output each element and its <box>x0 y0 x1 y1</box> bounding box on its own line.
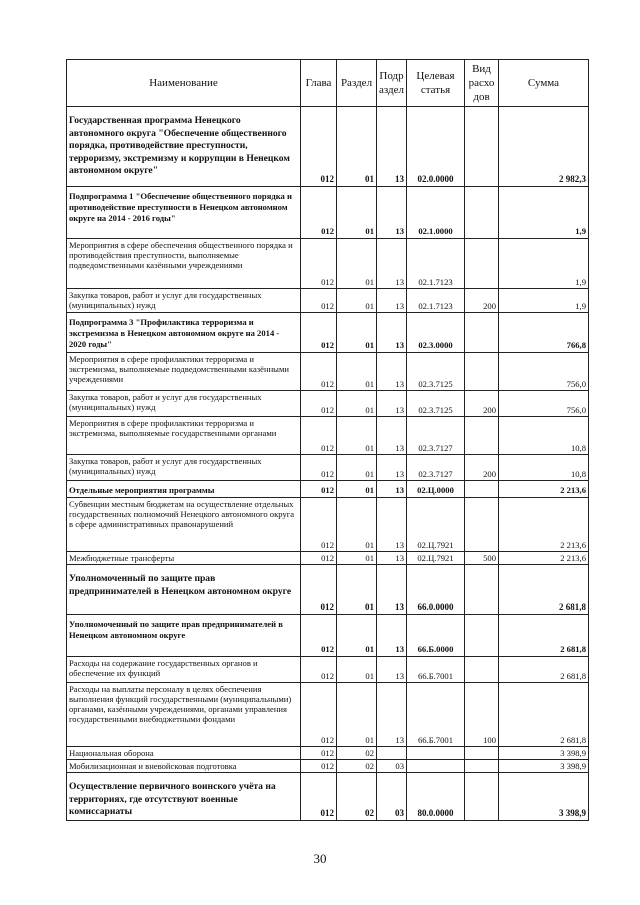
row-subsection: 13 <box>377 565 407 615</box>
header-expense-type: Вид расхо дов <box>465 60 499 107</box>
table-row <box>67 107 589 187</box>
row-amount: 756,0 <box>499 353 589 391</box>
row-type <box>465 417 499 455</box>
row-section: 01 <box>337 455 377 481</box>
row-subsection: 13 <box>377 391 407 417</box>
row-type: 200 <box>465 289 499 313</box>
row-target: 02.Ц.0000 <box>407 481 465 498</box>
row-amount: 2 681,8 <box>499 657 589 683</box>
row-amount: 1,9 <box>499 239 589 289</box>
row-section: 01 <box>337 481 377 498</box>
row-target: 02.0.0000 <box>407 107 465 187</box>
row-subsection: 13 <box>377 657 407 683</box>
table-row <box>67 187 589 239</box>
table-row <box>67 239 589 289</box>
page-number: 30 <box>313 851 327 866</box>
table-row <box>67 773 589 821</box>
row-type <box>465 773 499 821</box>
row-section: 01 <box>337 683 377 747</box>
row-name: Расходы на выплаты персоналу в целях обеспечения выполнения функций государственными (муниципальными) органами, казёнными учреждениями, органами управления государственными внебюджетными фондами <box>67 683 301 747</box>
row-chapter: 012 <box>301 615 337 657</box>
table-row <box>67 657 589 683</box>
row-chapter: 012 <box>301 481 337 498</box>
row-section: 01 <box>337 391 377 417</box>
row-section: 01 <box>337 498 377 552</box>
row-type <box>465 747 499 760</box>
row-target: 66.Б.7001 <box>407 657 465 683</box>
row-amount: 2 681,8 <box>499 615 589 657</box>
row-target: 02.1.0000 <box>407 187 465 239</box>
row-type: 100 <box>465 683 499 747</box>
row-section: 01 <box>337 552 377 565</box>
row-target <box>407 760 465 773</box>
row-type <box>465 481 499 498</box>
table-row <box>67 747 589 760</box>
row-subsection: 13 <box>377 187 407 239</box>
row-amount: 3 398,9 <box>499 773 589 821</box>
row-section: 01 <box>337 239 377 289</box>
row-subsection: 13 <box>377 353 407 391</box>
row-target: 02.1.7123 <box>407 289 465 313</box>
row-subsection: 13 <box>377 313 407 353</box>
table-row <box>67 498 589 552</box>
row-amount: 1,9 <box>499 187 589 239</box>
row-name: Межбюджетные трансферты <box>67 552 301 565</box>
table-row <box>67 683 589 747</box>
table-row <box>67 391 589 417</box>
row-chapter: 012 <box>301 760 337 773</box>
row-name: Субвенции местным бюджетам на осуществление отдельных государственных полномочий Ненецкого автономного округа в сфере административных правонарушений <box>67 498 301 552</box>
row-amount: 2 213,6 <box>499 552 589 565</box>
row-type <box>465 187 499 239</box>
row-subsection: 13 <box>377 455 407 481</box>
header-name: Наименование <box>67 60 301 107</box>
row-amount: 2 982,3 <box>499 107 589 187</box>
row-name: Мероприятия в сфере профилактики терроризма и экстремизма, выполняемые подведомственными казёнными учреждениями <box>67 353 301 391</box>
row-target: 02.3.7127 <box>407 417 465 455</box>
row-target: 02.1.7123 <box>407 239 465 289</box>
row-chapter: 012 <box>301 455 337 481</box>
row-subsection <box>377 747 407 760</box>
row-subsection: 13 <box>377 107 407 187</box>
row-name: Расходы на содержание государственных органов и обеспечение их функций <box>67 657 301 683</box>
row-chapter: 012 <box>301 239 337 289</box>
table-row <box>67 615 589 657</box>
row-subsection: 13 <box>377 417 407 455</box>
row-chapter: 012 <box>301 683 337 747</box>
row-chapter: 012 <box>301 289 337 313</box>
row-target <box>407 747 465 760</box>
row-type <box>465 657 499 683</box>
row-chapter: 012 <box>301 747 337 760</box>
row-amount: 2 681,8 <box>499 683 589 747</box>
row-name: Отдельные мероприятия программы <box>67 481 301 498</box>
row-name: Уполномоченный по защите прав предпринимателей в Ненецком автономном округе <box>67 615 301 657</box>
row-type <box>465 498 499 552</box>
row-section: 01 <box>337 615 377 657</box>
row-subsection: 13 <box>377 498 407 552</box>
row-type <box>465 760 499 773</box>
row-amount: 2 213,6 <box>499 481 589 498</box>
row-target: 02.3.7127 <box>407 455 465 481</box>
row-subsection: 13 <box>377 683 407 747</box>
row-name: Подпрограмма 1 "Обеспечение общественного порядка и противодействие преступности в Ненецком автономном округе на 2014 - 2016 годы" <box>67 187 301 239</box>
row-chapter: 012 <box>301 657 337 683</box>
row-name: Осуществление первичного воинского учёта на территориях, где отсутствуют военные комиссариаты <box>67 773 301 821</box>
row-amount: 2 681,8 <box>499 565 589 615</box>
row-section: 01 <box>337 187 377 239</box>
row-type <box>465 565 499 615</box>
row-amount: 756,0 <box>499 391 589 417</box>
row-section: 02 <box>337 747 377 760</box>
row-amount: 3 398,9 <box>499 760 589 773</box>
table-row <box>67 417 589 455</box>
row-chapter: 012 <box>301 353 337 391</box>
row-subsection: 03 <box>377 773 407 821</box>
row-target: 02.Ц.7921 <box>407 552 465 565</box>
row-amount: 766,8 <box>499 313 589 353</box>
header-amount: Сумма <box>499 60 589 107</box>
table-row <box>67 313 589 353</box>
row-amount: 1,9 <box>499 289 589 313</box>
header-target: Целевая статья <box>407 60 465 107</box>
row-amount: 10,8 <box>499 417 589 455</box>
row-target: 66.Б.0000 <box>407 615 465 657</box>
row-subsection: 13 <box>377 481 407 498</box>
row-section: 01 <box>337 353 377 391</box>
row-target: 66.Б.7001 <box>407 683 465 747</box>
row-name: Закупка товаров, работ и услуг для государственных (муниципальных) нужд <box>67 289 301 313</box>
row-amount: 2 213,6 <box>499 498 589 552</box>
row-section: 02 <box>337 760 377 773</box>
table-row <box>67 552 589 565</box>
row-subsection: 03 <box>377 760 407 773</box>
row-subsection: 13 <box>377 289 407 313</box>
row-target: 02.3.0000 <box>407 313 465 353</box>
row-target: 02.3.7125 <box>407 391 465 417</box>
row-chapter: 012 <box>301 565 337 615</box>
row-name: Мероприятия в сфере обеспечения общественного порядка и противодействия преступности, выполняемые подведомственными казёнными учреждениями <box>67 239 301 289</box>
header-subsection: Подр аздел <box>377 60 407 107</box>
row-amount: 10,8 <box>499 455 589 481</box>
row-chapter: 012 <box>301 313 337 353</box>
table-body <box>67 107 589 821</box>
row-chapter: 012 <box>301 773 337 821</box>
row-subsection: 13 <box>377 239 407 289</box>
row-type <box>465 313 499 353</box>
table-row <box>67 353 589 391</box>
row-name: Закупка товаров, работ и услуг для государственных (муниципальных) нужд <box>67 391 301 417</box>
row-chapter: 012 <box>301 552 337 565</box>
row-target: 80.0.0000 <box>407 773 465 821</box>
table-row <box>67 760 589 773</box>
row-amount: 3 398,9 <box>499 747 589 760</box>
row-section: 01 <box>337 313 377 353</box>
row-section: 01 <box>337 289 377 313</box>
table-row <box>67 481 589 498</box>
row-type <box>465 615 499 657</box>
row-type: 500 <box>465 552 499 565</box>
row-section: 01 <box>337 417 377 455</box>
row-section: 01 <box>337 107 377 187</box>
row-target: 02.3.7125 <box>407 353 465 391</box>
row-name: Национальная оборона <box>67 747 301 760</box>
row-subsection: 13 <box>377 552 407 565</box>
table-row <box>67 289 589 313</box>
header-chapter: Глава <box>301 60 337 107</box>
row-name: Закупка товаров, работ и услуг для государственных (муниципальных) нужд <box>67 455 301 481</box>
row-section: 01 <box>337 565 377 615</box>
row-chapter: 012 <box>301 417 337 455</box>
row-chapter: 012 <box>301 498 337 552</box>
table-row <box>67 455 589 481</box>
row-chapter: 012 <box>301 391 337 417</box>
table-row <box>67 565 589 615</box>
row-type <box>465 239 499 289</box>
row-name: Государственная программа Ненецкого автономного округа "Обеспечение общественного порядка, противодействие преступности, терроризму, экстремизму и коррупции в Ненецком автономном округе" <box>67 107 301 187</box>
row-name: Подпрограмма 3 "Профилактика терроризма и экстремизма в Ненецком автономном округе на 2014 - 2020 годы" <box>67 313 301 353</box>
row-chapter: 012 <box>301 187 337 239</box>
row-name: Мобилизационная и вневойсковая подготовка <box>67 760 301 773</box>
header-section: Раздел <box>337 60 377 107</box>
row-target: 02.Ц.7921 <box>407 498 465 552</box>
budget-table <box>66 59 589 821</box>
row-type: 200 <box>465 455 499 481</box>
row-type <box>465 107 499 187</box>
row-type: 200 <box>465 391 499 417</box>
table-header-row <box>67 60 589 107</box>
row-section: 02 <box>337 773 377 821</box>
row-chapter: 012 <box>301 107 337 187</box>
row-subsection: 13 <box>377 615 407 657</box>
row-target: 66.0.0000 <box>407 565 465 615</box>
row-section: 01 <box>337 657 377 683</box>
row-type <box>465 353 499 391</box>
row-name: Уполномоченный по защите прав предпринимателей в Ненецком автономном округе <box>67 565 301 615</box>
row-name: Мероприятия в сфере профилактики терроризма и экстремизма, выполняемые государственными органами <box>67 417 301 455</box>
